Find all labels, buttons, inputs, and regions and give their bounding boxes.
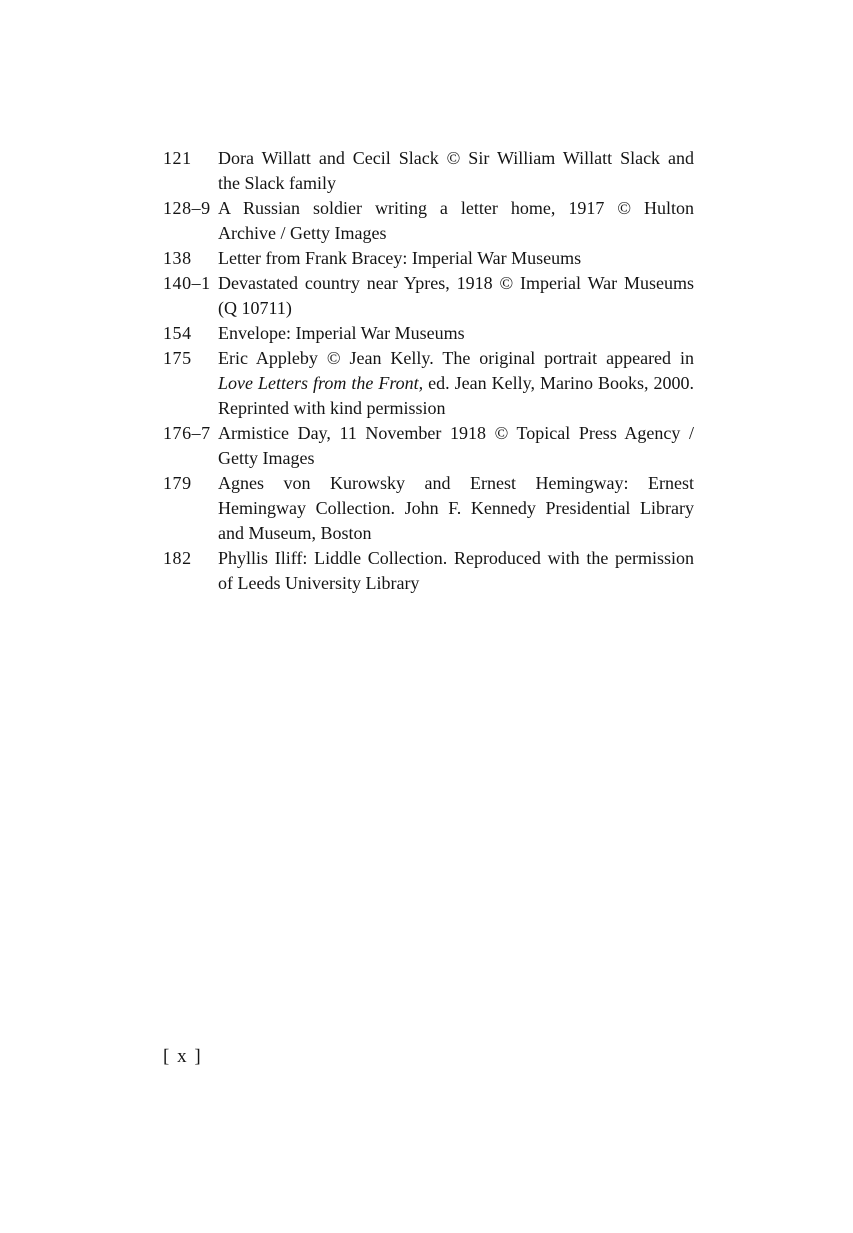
credit-entry bbox=[163, 471, 694, 546]
book-title-italic: Love Letters from the Front, bbox=[218, 373, 424, 393]
credit-page-range: 182 bbox=[163, 548, 192, 568]
page-number-footer: [ x ] bbox=[163, 1046, 203, 1067]
credit-text-line bbox=[218, 196, 694, 221]
credit-text-segment: of Leeds University Library bbox=[218, 573, 420, 593]
credit-text-line bbox=[218, 271, 694, 296]
credit-text-line bbox=[218, 421, 694, 446]
illustration-credits-list bbox=[163, 146, 694, 596]
credit-page-range: 128–9 bbox=[163, 198, 211, 218]
credit-page-range: 176–7 bbox=[163, 423, 211, 443]
credit-page-range: 140–1 bbox=[163, 273, 211, 293]
credit-text-line bbox=[218, 296, 694, 321]
credit-text-line bbox=[218, 146, 694, 171]
credit-text-line bbox=[218, 396, 694, 421]
credit-page-range: 138 bbox=[163, 248, 192, 268]
credit-entry bbox=[163, 196, 694, 246]
credit-text-segment: Dora Willatt and Cecil Slack © Sir William Willatt Slack and bbox=[218, 148, 694, 168]
credit-text-line bbox=[218, 246, 694, 271]
credit-page-range: 175 bbox=[163, 348, 192, 368]
credit-text-segment: Armistice Day, 11 November 1918 © Topical Press Agency / bbox=[218, 423, 694, 443]
credit-text-line bbox=[218, 446, 694, 471]
credit-text-line bbox=[218, 321, 694, 346]
credit-text-segment: Getty Images bbox=[218, 448, 315, 468]
credit-entry bbox=[163, 421, 694, 471]
credit-page-range: 154 bbox=[163, 323, 192, 343]
credit-entry bbox=[163, 246, 694, 271]
credit-text-line bbox=[218, 221, 694, 246]
credit-text-segment: Envelope: Imperial War Museums bbox=[218, 323, 465, 343]
credit-text-line bbox=[218, 571, 694, 596]
credit-text-segment: Hemingway Collection. John F. Kennedy Presidential Library bbox=[218, 498, 694, 518]
credit-text-segment: the Slack family bbox=[218, 173, 336, 193]
credit-text-segment: ed. Jean Kelly, Marino Books, 2000. bbox=[423, 373, 694, 393]
credit-text-segment: A Russian soldier writing a letter home, 1917 © Hulton bbox=[218, 198, 694, 218]
credit-text-line bbox=[218, 521, 694, 546]
credit-entry bbox=[163, 321, 694, 346]
credit-text-segment: Eric Appleby © Jean Kelly. The original portrait appeared in bbox=[218, 348, 694, 368]
credit-text-segment: Agnes von Kurowsky and Ernest Hemingway: Ernest bbox=[218, 473, 694, 493]
credit-text-segment: (Q 10711) bbox=[218, 298, 292, 318]
credit-text-segment: Archive / Getty Images bbox=[218, 223, 387, 243]
credit-text-segment: Reprinted with kind permission bbox=[218, 398, 446, 418]
credit-text-line bbox=[218, 371, 694, 396]
credit-text-line bbox=[218, 471, 694, 496]
credit-text-line bbox=[218, 171, 694, 196]
credit-entry bbox=[163, 546, 694, 596]
credit-text-segment: Phyllis Iliff: Liddle Collection. Reproduced with the permission bbox=[218, 548, 694, 568]
credit-text-segment: and Museum, Boston bbox=[218, 523, 372, 543]
credit-entry bbox=[163, 346, 694, 421]
credit-text-line bbox=[218, 546, 694, 571]
credit-entry bbox=[163, 271, 694, 321]
credit-text-line bbox=[218, 496, 694, 521]
credit-text-segment: Letter from Frank Bracey: Imperial War Museums bbox=[218, 248, 582, 268]
credit-page-range: 121 bbox=[163, 148, 192, 168]
credit-entry bbox=[163, 146, 694, 196]
credit-page-range: 179 bbox=[163, 473, 192, 493]
credit-text-segment: Devastated country near Ypres, 1918 © Imperial War Museums bbox=[218, 273, 694, 293]
credit-text-line bbox=[218, 346, 694, 371]
